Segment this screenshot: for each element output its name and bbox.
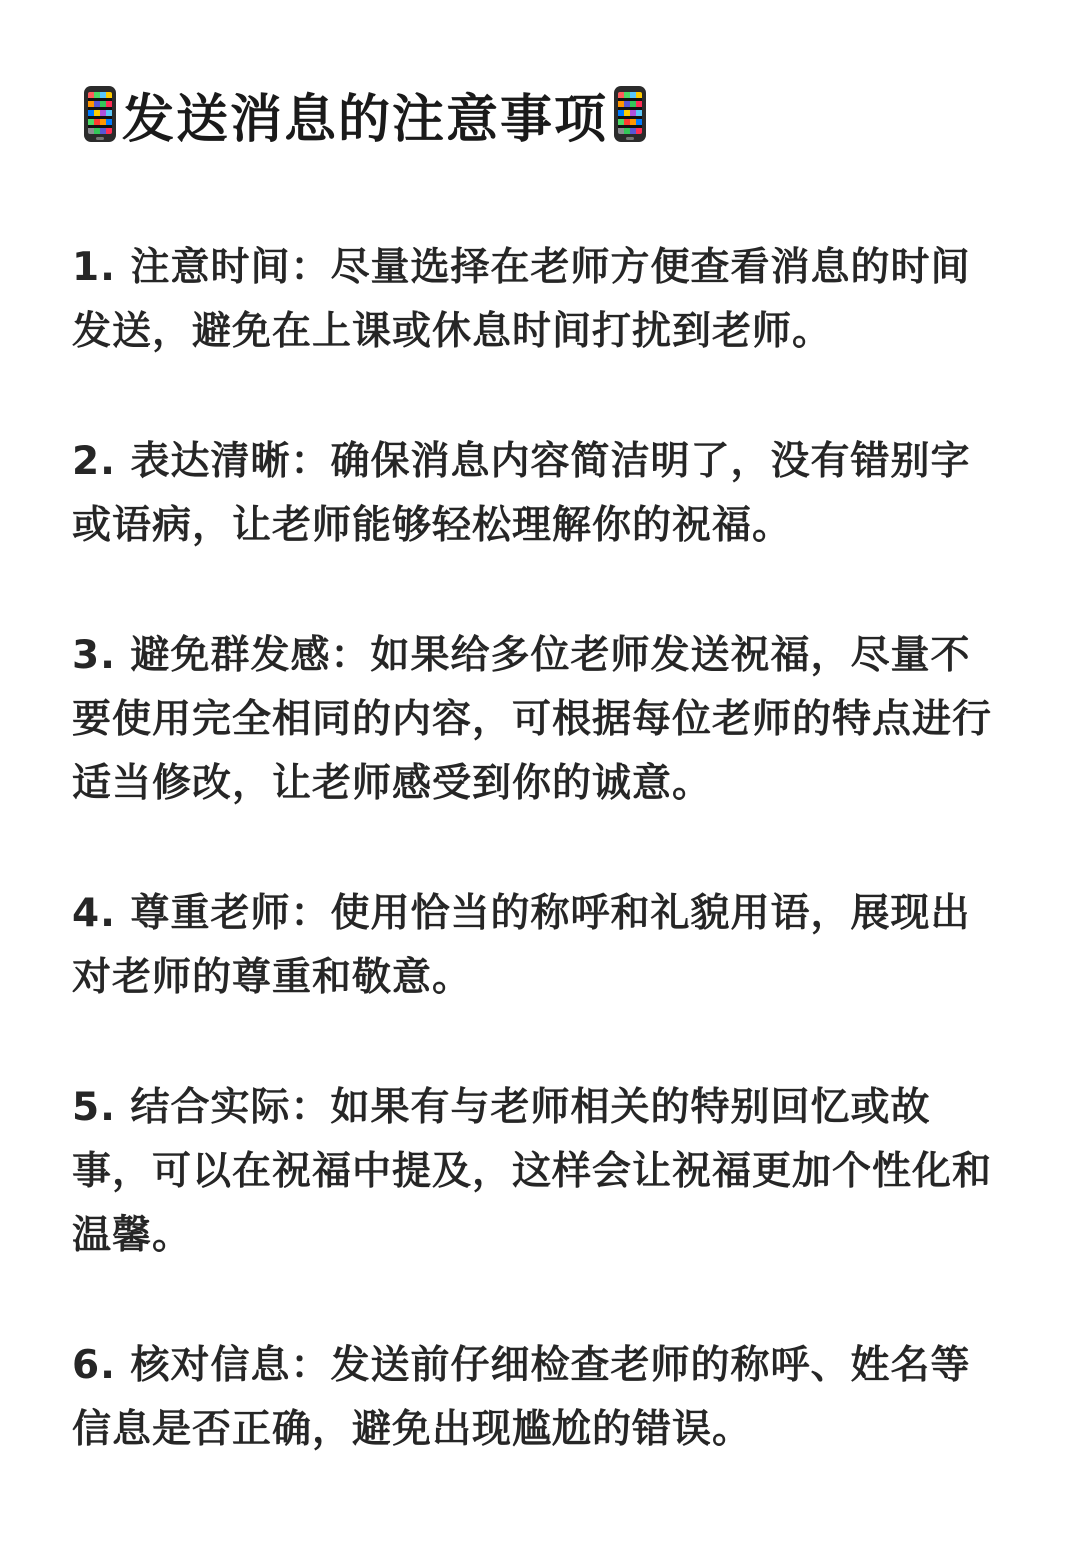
phone-home-button bbox=[626, 137, 634, 140]
phone-home-button bbox=[96, 137, 104, 140]
phone-screen bbox=[88, 92, 112, 134]
tip-item-4: 4. 尊重老师：使用恰当的称呼和礼貌用语，展现出对老师的尊重和敬意。 bbox=[72, 891, 971, 1000]
tips-list bbox=[72, 236, 1008, 1528]
tip-item-2: 2. 表达清晰：确保消息内容简洁明了，没有错别字或语病，让老师能够轻松理解你的祝福。 bbox=[72, 439, 971, 548]
page-title bbox=[82, 82, 648, 150]
mobile-phone-icon bbox=[84, 86, 116, 142]
tip-item-1: 1. 注意时间：尽量选择在老师方便查看消息的时间发送，避免在上课或休息时间打扰到老师。 bbox=[72, 245, 971, 354]
page-title-text: 发送消息的注意事项 bbox=[122, 89, 609, 150]
tip-item-3: 3. 避免群发感：如果给多位老师发送祝福，尽量不要使用完全相同的内容，可根据每位老师的特点进行适当修改，让老师感受到你的诚意。 bbox=[72, 633, 993, 806]
tip-item-6: 6. 核对信息：发送前仔细检查老师的称呼、姓名等信息是否正确，避免出现尴尬的错误。 bbox=[72, 1343, 971, 1452]
tip-item-5: 5. 结合实际：如果有与老师相关的特别回忆或故事，可以在祝福中提及，这样会让祝福更加个性化和温馨。 bbox=[72, 1085, 993, 1258]
phone-screen bbox=[618, 92, 642, 134]
mobile-phone-icon bbox=[614, 86, 646, 142]
